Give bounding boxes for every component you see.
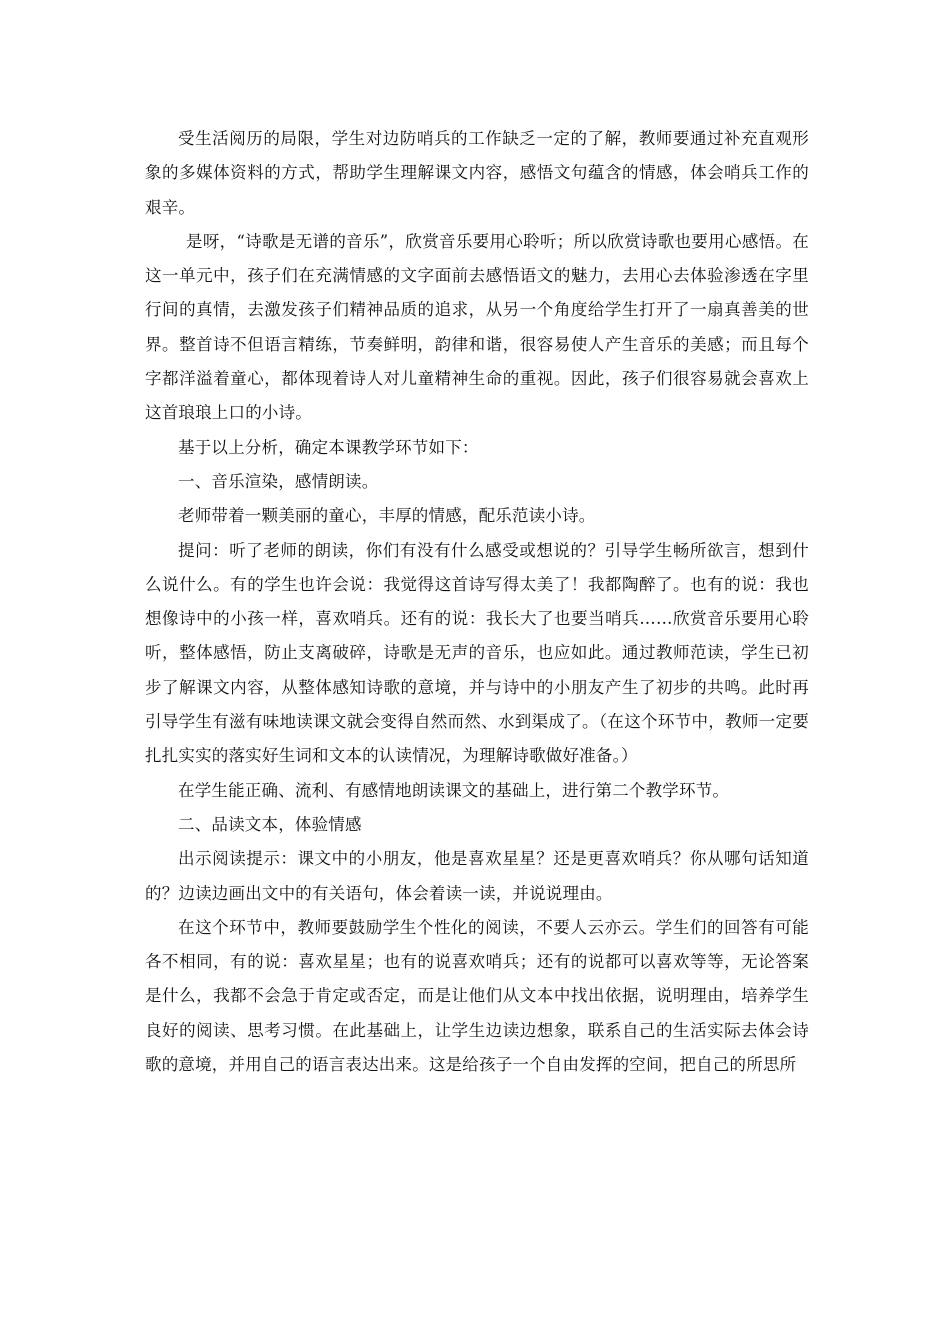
paragraph-1: 受生活阅历的局限，学生对边防哨兵的工作缺乏一定的了解，教师要通过补充直观形象的多媒体资料的方式，帮助学生理解课文内容，感悟文句蕴含的情感，体会哨兵工作的艰辛。	[145, 129, 809, 217]
paragraph-3: 基于以上分析，确定本课教学环节如下：	[178, 437, 479, 457]
paragraph-6: 在学生能正确、流利、有感情地朗读课文的基础上，进行第二个教学环节。	[178, 780, 730, 800]
document-body	[145, 122, 809, 1082]
section-heading-2: 二、品读文本，体验情感	[178, 814, 362, 834]
section-heading-1: 一、音乐渲染，感情朗读。	[178, 471, 379, 491]
paragraph-5: 提问：听了老师的朗读，你们有没有什么感受或想说的？引导学生畅所欲言，想到什么说什么。有的学生也许会说：我觉得这首诗写得太美了！我都陶醉了。也有的说：我也想像诗中的小孩一样，喜欢哨兵。还有的说：我长大了也要当哨兵……欣赏音乐要用心聆听，整体感悟，防止支离破碎，诗歌是无声的音乐，也应如此。通过教师范读，学生已初步了解课文内容，从整体感知诗歌的意境，并与诗中的小朋友产生了初步的共鸣。此时再引导学生有滋有味地读课文就会变得自然而然、水到渠成了。（在这个环节中，教师一定要扎扎实实的落实好生词和文本的认读情况，为理解诗歌做好准备。）	[145, 540, 809, 766]
paragraph-4: 老师带着一颗美丽的童心，丰厚的情感，配乐范读小诗。	[178, 506, 596, 526]
paragraph-7: 出示阅读提示：课文中的小朋友，他是喜欢星星？还是更喜欢哨兵？你从哪句话知道的？边读边画出文中的有关语句，体会着读一读，并说说理由。	[145, 849, 809, 903]
paragraph-8: 在这个环节中，教师要鼓励学生个性化的阅读，不要人云亦云。学生们的回答有可能各不相同，有的说：喜欢星星；也有的说喜欢哨兵；还有的说都可以喜欢等等，无论答案是什么，我都不会急于肯定或否定，而是让他们从文本中找出依据，说明理由，培养学生良好的阅读、思考习惯。在此基础上，让学生边读边想象，联系自己的生活实际去体会诗歌的意境，并用自己的语言表达出来。这是给孩子一个自由发挥的空间，把自己的所思所	[145, 917, 809, 1075]
paragraph-2: 是呀，“诗歌是无谱的音乐”，欣赏音乐要用心聆听；所以欣赏诗歌也要用心感悟。在这一单元中，孩子们在充满情感的文字面前去感悟语文的魅力，去用心去体验渗透在字里行间的真情，去激发孩子们精神品质的追求，从另一个角度给学生打开了一扇真善美的世界。整首诗不但语言精练，节奏鲜明，韵律和谐，很容易使人产生音乐的美感；而且每个字都洋溢着童心，都体现着诗人对儿童精神生命的重视。因此，孩子们很容易就会喜欢上这首琅琅上口的小诗。	[145, 231, 809, 423]
